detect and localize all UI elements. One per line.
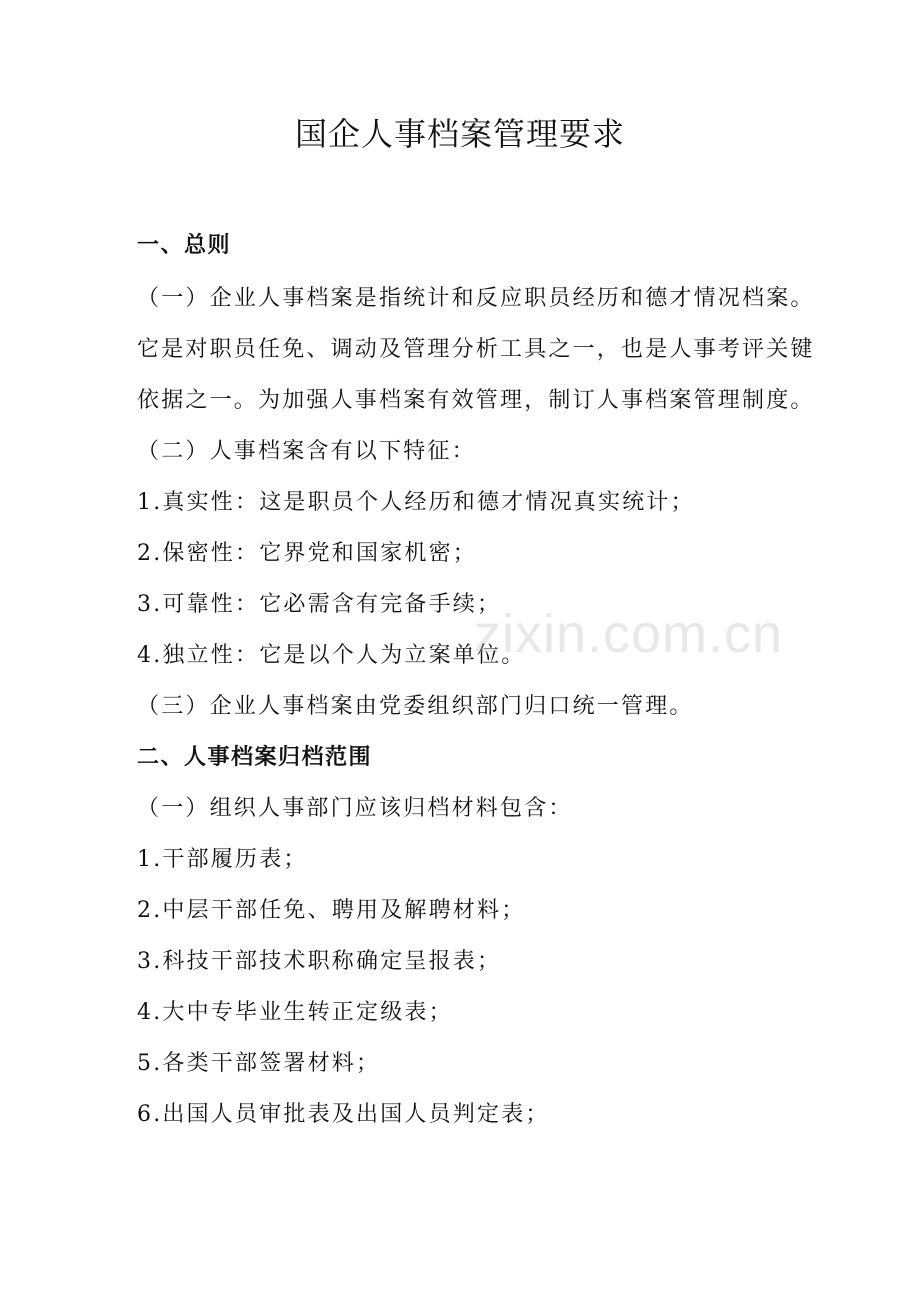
list-item: 4.大中专毕业生转正定级表； bbox=[137, 1000, 453, 1025]
list-item: 2.中层干部任免、聘用及解聘材料； bbox=[137, 898, 526, 923]
paragraph-line: （三）企业人事档案由党委组织部门归口统一管理。 bbox=[137, 694, 694, 719]
document-title: 国企人事档案管理要求 bbox=[294, 115, 625, 153]
list-item: 1.真实性：这是职员个人经历和德才情况真实统计； bbox=[137, 490, 695, 515]
section-heading-general: 一、总则 bbox=[137, 233, 232, 258]
section-heading-archive-scope: 二、人事档案归档范围 bbox=[137, 745, 373, 770]
paragraph-line: （一）企业人事档案是指统计和反应职员经历和德才情况档案。 bbox=[137, 286, 815, 311]
list-item: 2.保密性：它界党和国家机密； bbox=[137, 541, 477, 566]
list-item: 4.独立性：它是以个人为立案单位。 bbox=[137, 643, 526, 668]
list-item: 3.可靠性：它必需含有完备手续； bbox=[137, 592, 502, 617]
site-watermark: zixin.com.cn bbox=[474, 604, 784, 664]
paragraph-line: （一）组织人事部门应该归档材料包含： bbox=[137, 796, 573, 821]
list-item: 5.各类干部签署材料； bbox=[137, 1051, 381, 1076]
paragraph-line: 它是对职员任免、调动及管理分析工具之一，也是人事考评关键 bbox=[137, 337, 815, 362]
paragraph-line: （二）人事档案含有以下特征： bbox=[137, 439, 476, 464]
list-item: 1.干部履历表； bbox=[137, 847, 308, 872]
paragraph-line: 依据之一。为加强人事档案有效管理，制订人事档案管理制度。 bbox=[137, 388, 815, 413]
list-item: 3.科技干部技术职称确定呈报表； bbox=[137, 949, 502, 974]
list-item: 6.出国人员审批表及出国人员判定表； bbox=[137, 1102, 550, 1127]
